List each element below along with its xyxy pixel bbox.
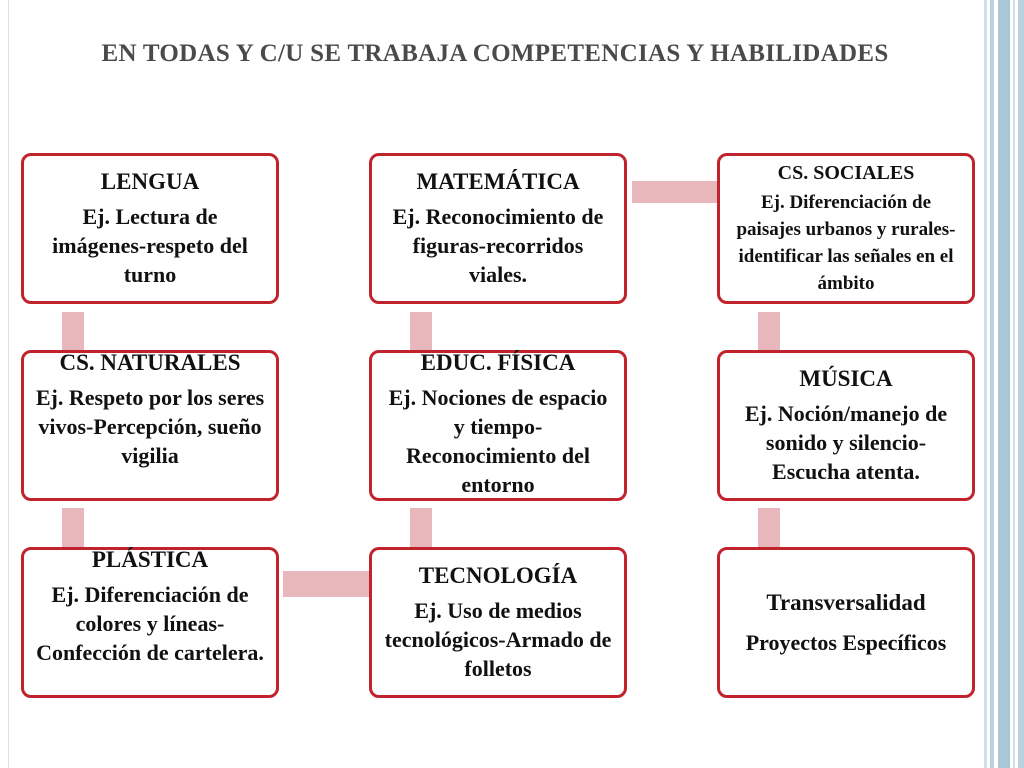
box-heading: EDUC. FÍSICA	[420, 350, 576, 375]
connector-matematica-sociales	[632, 181, 717, 203]
box-heading: PLÁSTICA	[91, 547, 209, 572]
box-matematica	[369, 153, 627, 304]
box-example: Ej. Diferenciación de colores y líneas-Confección de cartelera.	[36, 582, 264, 665]
box-musica	[717, 350, 975, 501]
connector-lengua-naturales	[62, 312, 84, 352]
connector-tecnologia-educfisica	[410, 508, 432, 548]
box-heading: TECNOLOGÍA	[418, 563, 578, 588]
slide-title: EN TODAS Y C/U SE TRABAJA COMPETENCIAS Y HABILIDADES	[101, 40, 889, 67]
box-heading: MÚSICA	[799, 366, 893, 391]
box-example: Ej. Respeto por los seres vivos-Percepción, sueño vigilia	[35, 385, 265, 468]
box-heading: LENGUA	[100, 169, 200, 194]
connector-sociales-musica	[758, 312, 780, 352]
box-example: Ej. Nociones de espacio y tiempo-Reconocimiento del entorno	[388, 385, 608, 497]
box-heading: CS. NATURALES	[59, 350, 241, 375]
box-heading: Transversalidad	[766, 590, 926, 615]
connector-plastica-tecnologia	[283, 571, 370, 597]
connector-naturales-plastica	[62, 508, 84, 548]
box-tecnologia	[369, 547, 627, 698]
box-example: Ej. Lectura de imágenes-respeto del turno	[52, 204, 248, 287]
box-lengua	[21, 153, 279, 304]
box-heading: CS. SOCIALES	[777, 161, 915, 184]
box-example: Ej. Reconocimiento de figuras-recorridos viales.	[392, 204, 604, 287]
box-example: Ej. Noción/manejo de sonido y silencio-Escucha atenta.	[744, 401, 948, 484]
box-educ-fisica	[369, 350, 627, 501]
box-heading: MATEMÁTICA	[416, 169, 580, 194]
box-example: Ej. Uso de medios tecnológicos-Armado de folletos	[384, 598, 612, 681]
connector-educfisica-matematica	[410, 312, 432, 352]
connector-musica-transversalidad	[758, 508, 780, 548]
box-plastica	[21, 547, 279, 698]
box-transversalidad	[717, 547, 975, 698]
box-cs-sociales	[717, 153, 975, 304]
box-example: Proyectos Específicos	[745, 630, 947, 655]
box-example: Ej. Diferenciación de paisajes urbanos y rurales-identificar las señales en el ámbito	[736, 191, 956, 294]
box-cs-naturales	[21, 350, 279, 501]
